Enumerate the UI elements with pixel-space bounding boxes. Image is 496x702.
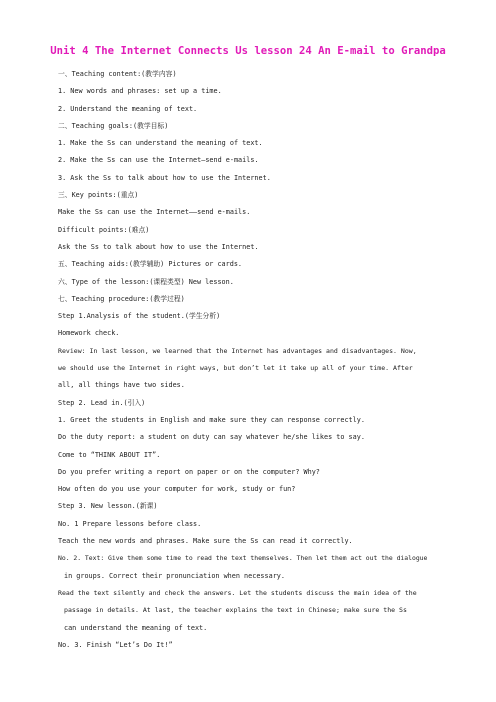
text-line: Come to “THINK ABOUT IT”.: [58, 450, 161, 459]
text-line: passage in details. At last, the teacher explains the text in Chinese; make sure the Ss: [64, 606, 407, 615]
list-item: 1. Make the Ss can understand the meaning of text.: [58, 139, 263, 148]
text-line: all, all things have two sides.: [58, 381, 185, 390]
section-heading: 三、Key points:(重点): [58, 191, 139, 200]
step-heading: Step 3. New lesson.(新课): [58, 502, 158, 511]
text-line: No. 2. Text: Give them some time to read the text themselves. Then let them act out the dialogue: [58, 554, 428, 563]
text-line: we should use the Internet in right ways, but don’t let it take up all of your time. After: [58, 364, 413, 373]
text-line: can understand the meaning of text.: [64, 623, 208, 632]
document-body: [58, 66, 446, 654]
text-line: No. 1 Prepare lessons before class.: [58, 519, 202, 528]
text-line: Homework check.: [58, 329, 120, 338]
step-heading: Step 2. Lead in.(引入): [58, 398, 146, 407]
document-title: Unit 4 The Internet Connects Us lesson 24 An E-mail to Grandpa: [50, 45, 446, 57]
text-line: How often do you use your computer for work, study or fun?: [58, 485, 296, 494]
step-heading: Step 1.Analysis of the student.(学生分析): [58, 312, 221, 321]
section-heading: 一、Teaching content:(教学内容): [58, 70, 177, 78]
text-line: Do the duty report: a student on duty can say whatever he/she likes to say.: [58, 433, 365, 442]
section-heading: 七、Teaching procedure:(教学过程): [58, 294, 185, 303]
section-heading: 五、Teaching aids:(教学辅助) Pictures or cards.: [58, 260, 243, 269]
list-item: 2. Understand the meaning of text.: [58, 104, 198, 113]
text-line: in groups. Correct their pronunciation when necessary.: [64, 571, 285, 580]
list-item: 1. Greet the students in English and make sure they can response correctly.: [58, 415, 365, 424]
list-item: 2. Make the Ss can use the Internet—send e-mails.: [58, 156, 259, 165]
section-heading: Difficult points:(难点): [58, 225, 150, 234]
text-line: Make the Ss can use the Internet——send e-mails.: [58, 208, 251, 217]
section-heading: 二、Teaching goals:(教学目标): [58, 121, 169, 130]
text-line: Read the text silently and check the answers. Let the students discuss the main idea of the: [58, 588, 417, 597]
list-item: 1. New words and phrases: set up a time.: [58, 87, 222, 96]
list-item: 3. Ask the Ss to talk about how to use the Internet.: [58, 173, 271, 182]
text-line: No. 3. Finish “Let’s Do It!”: [58, 640, 173, 649]
text-line: Ask the Ss to talk about how to use the Internet.: [58, 242, 259, 251]
text-line: Teach the new words and phrases. Make sure the Ss can read it correctly.: [58, 537, 353, 546]
section-heading: 六、Type of the lesson:(课程类型) New lesson.: [58, 277, 234, 286]
text-line: Do you prefer writing a report on paper or on the computer? Why?: [58, 467, 320, 476]
text-line: Review: In last lesson, we learned that the Internet has advantages and disadvantages. Now,: [58, 346, 417, 355]
